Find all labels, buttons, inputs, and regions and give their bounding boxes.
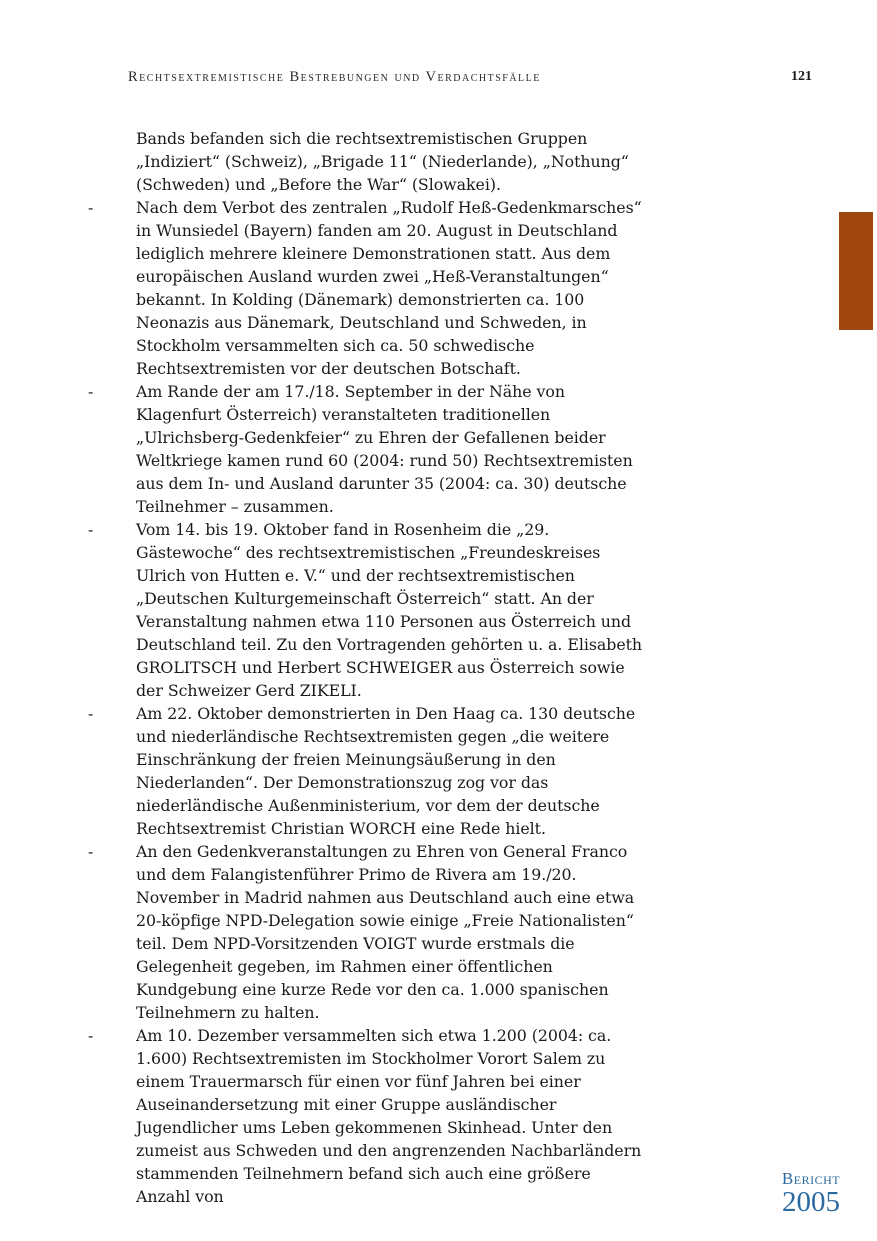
list-item <box>88 1024 648 1208</box>
list-item-text: Nach dem Verbot des zentralen „Rudolf Heß-Gedenkmarsches“ in Wunsiedel (Bayern) fanden am 20. August in Deutschland lediglich mehrere kleinere Demonstrationen statt. Aus dem europäischen Ausland wurden zwei „Heß-Veranstaltungen“ bekannt. In Kolding (Dänemark) demonstrierten ca. 100 Neonazis aus Dänemark, Deutschland und Schweden, in Stockholm versammelten sich ca. 50 schwedische Rechtsextremisten vor der deutschen Botschaft. <box>136 198 642 378</box>
list-item-marker: - <box>88 842 94 861</box>
chapter-side-tab <box>839 212 873 330</box>
report-logo-word: Bericht <box>781 1169 841 1188</box>
running-header <box>128 69 812 89</box>
list-item-text: Am 22. Oktober demonstrierten in Den Haag ca. 130 deutsche und niederländische Rechtsextremisten gegen „die weitere Einschränkung der freien Meinungsäußerung in den Niederlanden“. Der Demonstrationszug zog vor das niederländische Außenministerium, vor dem der deutsche Rechtsextremist Christian WORCH eine Rede hielt. <box>136 704 636 838</box>
list-item <box>88 196 648 380</box>
list-item-text: An den Gedenkveranstaltungen zu Ehren von General Franco und dem Falangistenführer Primo de Rivera am 19./20. November in Madrid nahmen aus Deutschland auch eine etwa 20-köpfige NPD-Delegation sowie einige „Freie Nationalisten“ teil. Dem NPD-Vorsitzenden VOIGT wurde erstmals die Gelegenheit gegeben, im Rahmen einer öffentlichen Kundgebung eine kurze Rede vor den ca. 1.000 spanischen Teilnehmern zu halten. <box>136 842 635 1022</box>
list-item <box>88 702 648 840</box>
body-text <box>88 127 648 1208</box>
report-logo <box>775 1170 847 1216</box>
report-logo-year: 2005 <box>782 1186 840 1218</box>
list-item-text: Am 10. Dezember versammelten sich etwa 1.200 (2004: ca. 1.600) Rechtsextremisten im Stockholmer Vorort Salem zu einem Trauermarsch für einen vor fünf Jahren bei einer Auseinandersetzung mit einer Gruppe ausländischer Jugendlicher ums Leben gekommenen Skinhead. Unter den zumeist aus Schweden und den angrenzenden Nachbarländern stammenden Teilnehmern befand sich auch eine größere Anzahl von <box>136 1026 642 1206</box>
list-item-marker: - <box>88 704 94 723</box>
list-item-marker: - <box>88 382 94 401</box>
running-header-title: Rechtsextremistische Bestrebungen und Verdachtsfälle <box>128 69 541 85</box>
list-item-marker: - <box>88 198 94 217</box>
list-item-text: Vom 14. bis 19. Oktober fand in Rosenheim die „29. Gästewoche“ des rechtsextremistischen „Freundeskreises Ulrich von Hutten e. V.“ und der rechtsextremistischen „Deutschen Kulturgemeinschaft Österreich“ statt. An der Veranstaltung nahmen etwa 110 Personen aus Österreich und Deutschland teil. Zu den Vortragenden gehörten u. a. Elisabeth GROLITSCH und Herbert SCHWEIGER aus Österreich sowie der Schweizer Gerd ZIKELI. <box>136 520 643 700</box>
intro-paragraph: Bands befanden sich die rechtsextremistischen Gruppen „Indiziert“ (Schweiz), „Brigade 11“ (Niederlande), „Nothung“ (Schweden) und „Before the War“ (Slowakei). <box>136 129 629 194</box>
list-item-text: Am Rande der am 17./18. September in der Nähe von Klagenfurt Österreich) veranstalteten traditionellen „Ulrichsberg-Gedenkfeier“ zu Ehren der Gefallenen beider Weltkriege kamen rund 60 (2004: rund 50) Rechtsextremisten aus dem In- und Ausland darunter 35 (2004: ca. 30) deutsche Teilnehmer – zusammen. <box>136 382 633 516</box>
list-item <box>88 518 648 702</box>
list-item-marker: - <box>88 520 94 539</box>
page-number: 121 <box>791 69 812 84</box>
list-item-marker: - <box>88 1026 94 1045</box>
list-item <box>88 840 648 1024</box>
list-item <box>88 380 648 518</box>
